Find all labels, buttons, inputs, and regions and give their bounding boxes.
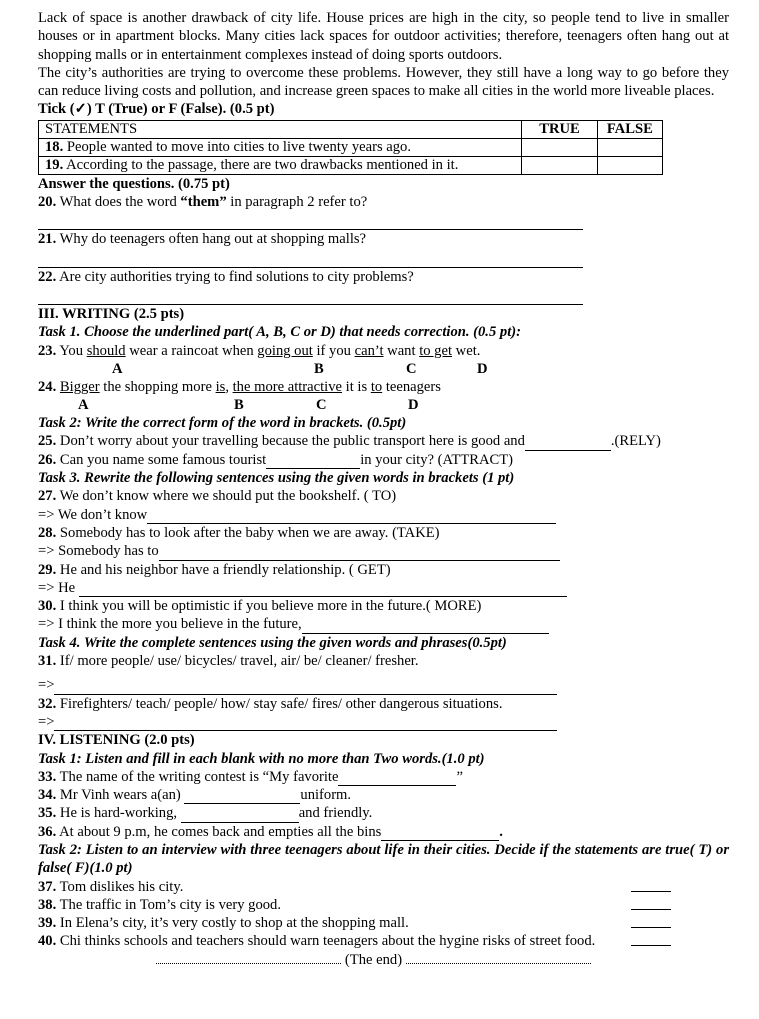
answer-blank-38[interactable] — [631, 896, 671, 910]
question-34 — [38, 786, 729, 804]
question-text: in paragraph 2 refer to? — [226, 194, 368, 211]
question-text: uniform. — [300, 787, 352, 804]
statement-text: People wanted to move into cities to live twenty years ago. — [66, 138, 411, 155]
question-text: At about 9 p.m, he comes back and empties all the bins — [59, 823, 382, 840]
underlined-part-b: is — [215, 378, 226, 395]
arrow-prompt: => — [38, 713, 55, 730]
the-end — [18, 951, 729, 969]
statement-cell — [39, 138, 522, 156]
option-letter-a[interactable]: A — [78, 397, 89, 414]
question-text: . — [499, 823, 503, 840]
rewrite-prompt: => We don’t know — [38, 506, 148, 523]
question-number: 39. — [38, 915, 57, 932]
question-number: 18. — [45, 138, 64, 155]
question-text: If/ more people/ use/ bicycles/ travel, air/ be/ cleaner/ fresher. — [59, 653, 419, 670]
option-letter-d[interactable]: D — [408, 397, 419, 414]
question-text: if you — [312, 342, 355, 359]
arrow-prompt: => — [38, 677, 55, 694]
true-header: TRUE — [522, 120, 597, 138]
question-text: Can you name some famous tourist — [59, 451, 267, 468]
rewrite-29 — [38, 579, 729, 597]
underlined-part-b: going out — [257, 342, 313, 359]
question-number: 29. — [38, 561, 57, 578]
answer-heading: Answer the questions. (0.75 pt) — [38, 175, 230, 192]
statement-text: According to the passage, there are two drawbacks mentioned in it. — [66, 156, 459, 173]
dotted-line-right — [406, 951, 591, 964]
question-text: He and his neighbor have a friendly relationship. ( GET) — [59, 561, 391, 578]
answer-blank-37[interactable] — [631, 878, 671, 892]
question-21 — [38, 230, 729, 248]
question-text: the shopping more — [99, 378, 216, 395]
question-text: Don’t worry about your travelling because the public transport here is good and — [59, 433, 525, 450]
true-answer-cell[interactable] — [522, 138, 597, 156]
listening-task-1: Task 1: Listen and fill in each blank with no more than Two words.(1.0 pt) — [38, 750, 485, 767]
question-number: 35. — [38, 805, 57, 822]
question-37 — [38, 878, 729, 896]
option-letter-c[interactable]: C — [316, 397, 327, 414]
question-text: Firefighters/ teach/ people/ how/ stay safe/ fires/ other dangerous situations. — [59, 695, 503, 712]
option-letter-c[interactable]: C — [406, 360, 417, 377]
end-label: (The end) — [344, 951, 403, 968]
question-keyword: “them” — [180, 194, 227, 211]
question-text: wear a raincoat when — [125, 342, 258, 359]
question-number: 24. — [38, 378, 57, 395]
question-number: 27. — [38, 488, 57, 505]
question-30 — [38, 597, 729, 615]
question-number: 34. — [38, 787, 57, 804]
question-31 — [38, 652, 729, 670]
reading-paragraph-2: The city’s authorities are trying to overcome these problems. However, they still have a long way to go before they can reduce living costs and pollution, and increase green spaces to make all cities in the world more liveable places. — [38, 64, 729, 100]
answer-blank-40[interactable] — [631, 932, 671, 946]
question-39 — [38, 914, 729, 932]
statement-cell — [39, 156, 522, 174]
reading-paragraph-1: Lack of space is another drawback of city life. House prices are high in the city, so people tend to live in smaller houses or in apartment blocks. Many cities lack spaces for outdoor activities; therefore, teenagers often hang out at shopping malls or in entertainment complexes instead of doing sports outdoors. — [38, 10, 729, 63]
question-36 — [38, 823, 729, 841]
blank-33[interactable] — [338, 785, 456, 786]
question-text: teenagers — [382, 378, 441, 395]
rewrite-30 — [38, 615, 729, 633]
option-letter-d[interactable]: D — [477, 360, 488, 377]
dotted-line-left — [156, 951, 341, 964]
writing-task-1: Task 1. Choose the underlined part( A, B, C or D) that needs correction. (0.5 pt): — [38, 324, 521, 341]
answer-line-22[interactable] — [38, 286, 583, 305]
underlined-part-d: to get — [419, 342, 453, 359]
question-number: 28. — [38, 524, 57, 541]
question-33 — [38, 768, 729, 786]
rewrite-28 — [38, 542, 729, 560]
question-text: ” — [456, 768, 463, 785]
false-answer-cell[interactable] — [597, 138, 662, 156]
listening-task-2: Task 2: Listen to an interview with three teenagers about life in their cities. Decide if the statements are true( T) or false( F)(1.0 pt) — [38, 841, 729, 877]
question-number: 33. — [38, 768, 57, 785]
writing-task-4: Task 4. Write the complete sentences using the given words and phrases(0.5pt) — [38, 634, 507, 651]
option-letters-24 — [38, 396, 729, 414]
question-text: I think you will be optimistic if you believe more in the future.( MORE) — [59, 598, 482, 615]
blank-25[interactable] — [525, 450, 611, 451]
question-number: 31. — [38, 653, 57, 670]
question-number: 38. — [38, 896, 57, 913]
rewrite-32 — [38, 713, 729, 731]
question-text: You — [56, 342, 87, 359]
question-text: want — [383, 342, 420, 359]
question-text: Somebody has to look after the baby when we are away. (TAKE) — [59, 524, 440, 541]
question-text: Chi thinks schools and teachers should warn teenagers about the hygine risks of street food. — [59, 933, 596, 950]
question-text: Tom dislikes his city. — [59, 878, 184, 895]
rewrite-27 — [38, 506, 729, 524]
writing-heading: III. WRITING (2.5 pts) — [38, 305, 185, 322]
rewrite-prompt: => He — [38, 579, 76, 596]
question-27 — [38, 487, 729, 505]
question-text: Are city authorities trying to find solutions to city problems? — [59, 268, 414, 285]
rewrite-31 — [38, 676, 729, 694]
question-32 — [38, 695, 729, 713]
true-answer-cell[interactable] — [522, 156, 597, 174]
question-hint: .(RELY) — [610, 433, 661, 450]
writing-task-2: Task 2: Write the correct form of the word in brackets. (0.5pt) — [38, 415, 407, 432]
question-28 — [38, 524, 729, 542]
answer-line-21[interactable] — [38, 249, 583, 268]
question-26 — [38, 451, 729, 469]
writing-task-3: Task 3. Rewrite the following sentences using the given words in brackets (1 pt) — [38, 470, 515, 487]
tick-heading: Tick (✓) T (True) or F (False). (0.5 pt) — [38, 101, 275, 118]
table-row — [39, 156, 663, 174]
table-header-row — [39, 120, 663, 138]
question-number: 32. — [38, 695, 57, 712]
answer-line-20[interactable] — [38, 211, 583, 230]
statements-header: STATEMENTS — [39, 120, 522, 138]
question-hint: in your city? (ATTRACT) — [360, 451, 514, 468]
true-false-table — [38, 120, 663, 175]
false-header: FALSE — [597, 120, 662, 138]
underlined-part-c: can’t — [354, 342, 384, 359]
question-number: 21. — [38, 231, 57, 248]
question-number: 23. — [38, 342, 57, 359]
question-text: The traffic in Tom’s city is very good. — [59, 896, 281, 913]
question-number: 36. — [38, 823, 57, 840]
question-number: 22. — [38, 268, 57, 285]
question-text: The name of the writing contest is “My favorite — [59, 768, 339, 785]
underlined-part-d: to — [370, 378, 383, 395]
option-letter-b[interactable]: B — [314, 360, 324, 377]
question-number: 20. — [38, 194, 57, 211]
question-40 — [38, 932, 729, 950]
question-text: In Elena’s city, it’s very costly to shop at the shopping mall. — [59, 915, 409, 932]
question-25 — [38, 432, 729, 450]
question-number: 37. — [38, 878, 57, 895]
option-letter-b[interactable]: B — [234, 397, 244, 414]
question-38 — [38, 896, 729, 914]
question-text: Why do teenagers often hang out at shopping malls? — [59, 231, 367, 248]
question-number: 26. — [38, 451, 57, 468]
false-answer-cell[interactable] — [597, 156, 662, 174]
question-24 — [38, 378, 729, 396]
underlined-part-a: Bigger — [59, 378, 100, 395]
question-29 — [38, 561, 729, 579]
question-22 — [38, 268, 729, 286]
underlined-part-a: should — [86, 342, 126, 359]
question-23 — [38, 342, 729, 360]
question-text: it is — [342, 378, 371, 395]
option-letters-23 — [38, 360, 729, 378]
question-35 — [38, 804, 729, 822]
question-text: We don’t know where we should put the bookshelf. ( TO) — [59, 488, 397, 505]
question-number: 25. — [38, 433, 57, 450]
question-text: wet. — [452, 342, 481, 359]
table-row — [39, 138, 663, 156]
question-text: What does the word — [59, 194, 181, 211]
question-20 — [38, 193, 729, 211]
question-text: Mr Vinh wears a(an) — [59, 787, 185, 804]
underlined-part-c: the more attractive — [232, 378, 343, 395]
option-letter-a[interactable]: A — [112, 360, 123, 377]
question-text: , — [225, 378, 233, 395]
rewrite-prompt: => I think the more you believe in the future, — [38, 616, 302, 633]
answer-blank-39[interactable] — [631, 914, 671, 928]
question-number: 40. — [38, 933, 57, 950]
question-number: 30. — [38, 598, 57, 615]
listening-heading: IV. LISTENING (2.0 pts) — [38, 732, 195, 749]
rewrite-prompt: => Somebody has to — [38, 543, 159, 560]
question-number: 19. — [45, 156, 64, 173]
question-text: and friendly. — [298, 805, 373, 822]
question-text: He is hard-working, — [59, 805, 181, 822]
